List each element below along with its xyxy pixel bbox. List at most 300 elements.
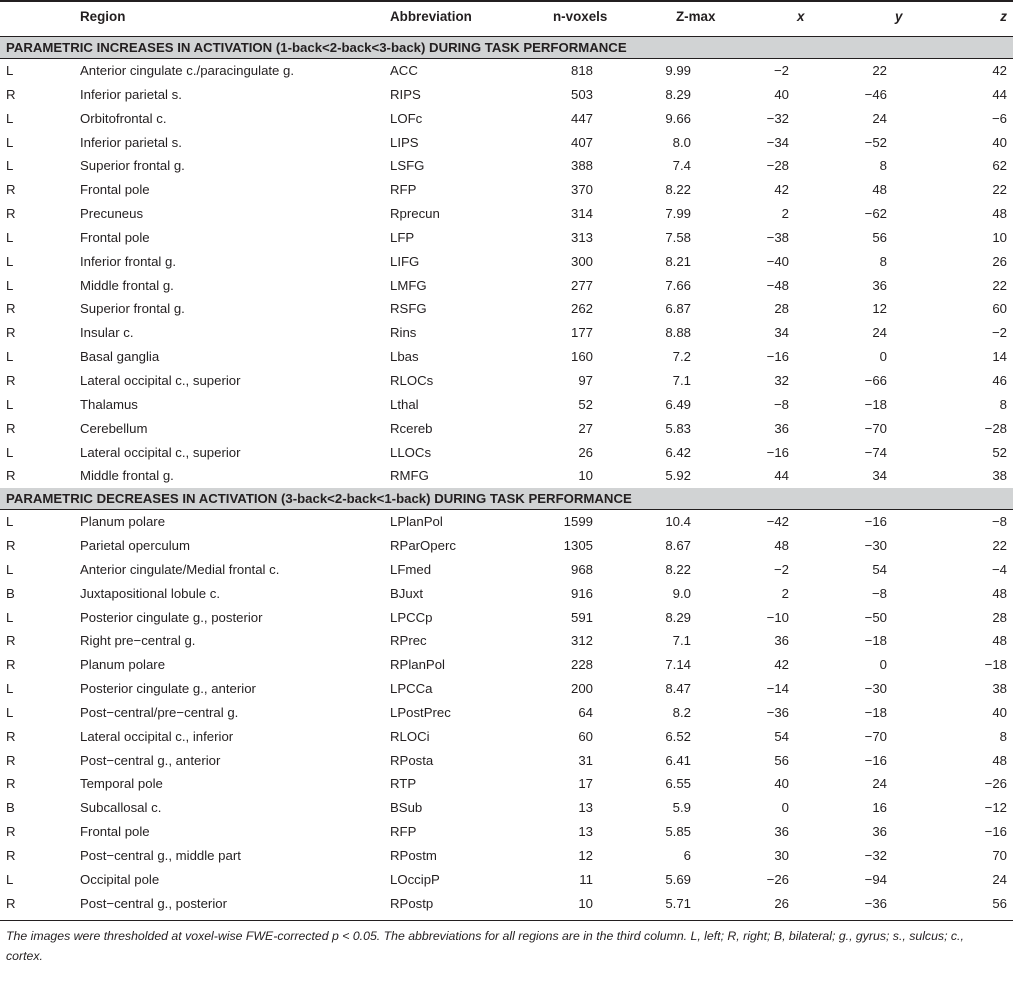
row-abbreviation: RPostm [390,848,437,863]
row-zmax: 6.52 [665,728,691,744]
row-side: L [6,871,14,887]
table-row [0,297,1013,321]
row-region: Lateral occipital c., inferior [80,728,234,744]
row-y: −70 [864,728,887,744]
row-side: R [6,468,16,484]
row-abbreviation: Rins [390,325,417,341]
row-side: L [6,277,14,293]
row-region: Middle frontal g. [80,468,174,484]
row-x: −10 [766,609,789,625]
row-abbreviation: LFmed [390,561,432,577]
row-x: 40 [774,86,789,102]
row-x: 42 [774,657,789,673]
row-z: 48 [992,633,1007,649]
row-abbreviation: BJuxt [390,585,423,601]
row-nvoxels: 10 [578,468,593,484]
row-x: 36 [774,633,789,649]
section-title: PARAMETRIC DECREASES IN ACTIVATION (3-back<2-back<1-back) DURING TASK PERFORMANCE [6,491,632,507]
row-zmax: 6.42 [665,444,691,460]
row-zmax: 8.29 [665,609,691,625]
row-zmax: 5.92 [665,468,691,484]
row-side: R [6,895,16,911]
row-y: −30 [864,681,887,697]
row-y: 0 [879,349,887,365]
row-z: −8 [991,514,1007,530]
row-nvoxels: 10 [578,895,593,911]
row-side: R [6,633,16,649]
row-side: L [6,253,14,269]
row-abbreviation: Lbas [390,349,419,365]
row-x: −38 [766,229,789,245]
row-y: −8 [871,585,887,601]
row-nvoxels: 277 [570,277,593,293]
row-y: 36 [872,824,887,840]
row-nvoxels: 407 [570,134,593,150]
row-nvoxels: 11 [579,871,593,887]
row-zmax: 5.69 [665,871,691,887]
row-side: L [6,63,14,78]
row-z: 40 [992,134,1007,150]
row-x: −32 [766,110,789,126]
row-side: R [6,776,16,792]
row-abbreviation: ACC [390,63,418,78]
row-z: 24 [992,871,1007,887]
row-abbreviation: LPlanPol [390,514,443,530]
row-y: 8 [879,158,887,174]
row-z: 52 [992,444,1007,460]
row-x: −26 [766,871,789,887]
row-zmax: 7.66 [665,277,691,293]
row-region: Anterior cingulate/Medial frontal c. [80,561,280,577]
row-region: Middle frontal g. [80,277,174,293]
row-side: R [6,182,16,198]
row-region: Right pre−central g. [80,633,196,649]
row-abbreviation: RLOCs [390,372,434,388]
row-x: 36 [774,420,789,436]
row-z: 38 [992,468,1007,484]
row-zmax: 8.67 [665,538,691,554]
row-zmax: 7.1 [672,633,691,649]
row-y: 8 [879,253,887,269]
table-row [0,534,1013,558]
row-abbreviation: Rprecun [390,206,440,222]
row-x: −2 [773,63,789,78]
row-z: −28 [984,420,1007,436]
row-z: −2 [991,325,1007,341]
row-region: Lateral occipital c., superior [80,444,241,460]
row-nvoxels: 200 [570,681,593,697]
row-y: −16 [864,752,887,768]
table-row [0,677,1013,701]
row-side: L [6,110,14,126]
row-x: −28 [766,158,789,174]
header-nvoxels: n-voxels [553,9,608,24]
row-region: Lateral occipital c., superior [80,372,241,388]
row-nvoxels: 12 [578,848,593,863]
row-abbreviation: RPrec [390,633,427,649]
row-nvoxels: 503 [570,86,593,102]
row-zmax: 9.66 [665,110,691,126]
row-z: 56 [992,895,1007,911]
table-row [0,653,1013,677]
row-zmax: 8.22 [665,561,691,577]
row-zmax: 10.4 [665,514,691,530]
row-region: Inferior parietal s. [80,134,182,150]
row-side: R [6,538,16,554]
row-x: 36 [774,824,789,840]
row-x: 54 [774,728,789,744]
row-nvoxels: 370 [570,182,593,198]
row-abbreviation: LLOCs [390,444,432,460]
table-row [0,321,1013,345]
row-side: L [6,681,14,697]
row-side: L [6,158,14,174]
row-zmax: 6 [683,848,691,863]
row-z: 48 [992,752,1007,768]
row-abbreviation: LIFG [390,253,420,269]
row-z: 8 [999,396,1007,412]
row-y: 54 [872,561,887,577]
row-zmax: 7.58 [665,229,691,245]
row-y: −70 [864,420,887,436]
row-zmax: 7.14 [665,657,691,673]
row-side: R [6,848,16,863]
row-y: 36 [872,277,887,293]
row-region: Frontal pole [80,229,150,245]
row-region: Frontal pole [80,182,150,198]
row-x: −48 [766,277,789,293]
row-region: Occipital pole [80,871,160,887]
row-nvoxels: 591 [570,609,593,625]
row-y: −50 [864,609,887,625]
row-y: 16 [872,800,887,816]
header-z: z [1000,9,1007,24]
row-abbreviation: RPosta [390,752,434,768]
row-side: L [6,349,14,365]
row-abbreviation: LPCCp [390,609,433,625]
row-nvoxels: 1305 [563,538,593,554]
row-nvoxels: 1599 [563,514,593,530]
row-nvoxels: 17 [578,776,593,792]
section-header-row [0,488,1013,509]
row-zmax: 7.99 [665,206,691,222]
table-row [0,178,1013,202]
row-z: −16 [984,824,1007,840]
row-z: 14 [992,349,1007,365]
row-nvoxels: 52 [578,396,593,412]
row-zmax: 8.0 [672,134,691,150]
row-y: −18 [864,396,887,412]
row-side: R [6,728,16,744]
row-y: −74 [864,444,887,460]
row-nvoxels: 160 [570,349,593,365]
row-y: −66 [864,372,887,388]
row-side: L [6,609,14,625]
header-region: Region [80,9,126,24]
row-y: −94 [864,871,887,887]
row-y: −36 [864,895,887,911]
row-nvoxels: 262 [570,301,593,317]
row-x: −40 [766,253,789,269]
row-abbreviation: LSFG [390,158,425,174]
table-row [0,868,1013,892]
table-row [0,606,1013,630]
row-abbreviation: RIPS [390,86,421,102]
row-abbreviation: LMFG [390,277,427,293]
row-region: Basal ganglia [80,349,160,365]
row-abbreviation: BSub [390,800,423,816]
row-nvoxels: 228 [570,657,593,673]
table-footnote: The images were thresholded at voxel-wise FWE-corrected p < 0.05. The abbreviations for all regions are in the third column. L, left; R, right; B, bilateral; g., gyrus; s., sulcus; c., cortex. [6,928,964,963]
header-x: x [797,9,805,24]
row-side: L [6,396,14,412]
table-row [0,131,1013,155]
row-y: −18 [864,633,887,649]
row-side: R [6,206,16,222]
table-row [0,844,1013,868]
row-y: 34 [872,468,887,484]
row-side: R [6,657,16,673]
row-abbreviation: LOFc [390,110,423,126]
row-region: Superior frontal g. [80,301,185,317]
row-abbreviation: LPostPrec [390,704,451,720]
row-side: R [6,325,16,341]
row-nvoxels: 312 [570,633,593,649]
row-nvoxels: 313 [570,229,593,245]
row-abbreviation: RPlanPol [390,657,445,673]
row-region: Anterior cingulate c./paracingulate g. [80,63,295,78]
header-zmax: Z-max [676,9,716,24]
row-side: L [6,704,14,720]
row-zmax: 8.88 [665,325,691,341]
row-y: −52 [864,134,887,150]
row-y: 24 [872,776,887,792]
table-row [0,107,1013,131]
row-x: 48 [774,538,789,554]
row-zmax: 6.55 [665,776,691,792]
row-abbreviation: RFP [390,824,417,840]
row-side: B [6,800,15,816]
row-abbreviation: RMFG [390,468,429,484]
row-side: R [6,752,16,768]
row-y: −32 [864,848,887,863]
row-side: R [6,372,16,388]
row-region: Post−central g., middle part [80,848,241,863]
row-abbreviation: Rcereb [390,420,433,436]
row-region: Post−central/pre−central g. [80,704,239,720]
table-row [0,749,1013,773]
table-row [0,582,1013,606]
row-side: R [6,824,16,840]
row-y: 24 [872,325,887,341]
row-side: R [6,301,16,317]
row-side: L [6,229,14,245]
row-abbreviation: LIPS [390,134,419,150]
row-y: 12 [872,301,887,317]
table-row [0,820,1013,844]
row-abbreviation: RFP [390,182,417,198]
row-x: −36 [766,704,789,720]
row-side: B [6,585,15,601]
row-region: Subcallosal c. [80,800,162,816]
row-z: 42 [992,63,1007,78]
row-region: Orbitofrontal c. [80,110,167,126]
row-region: Cerebellum [80,420,148,436]
table-row [0,629,1013,653]
row-side: L [6,561,14,577]
row-side: R [6,86,16,102]
row-y: 24 [872,110,887,126]
table-row [0,83,1013,107]
row-nvoxels: 314 [570,206,593,222]
row-x: −2 [773,561,789,577]
row-x: 42 [774,182,789,198]
row-z: −6 [991,110,1007,126]
row-zmax: 8.29 [665,86,691,102]
row-z: −26 [984,776,1007,792]
row-x: 2 [781,585,789,601]
row-zmax: 8.22 [665,182,691,198]
row-z: 8 [999,728,1007,744]
row-zmax: 9.99 [665,63,691,78]
row-z: −18 [984,657,1007,673]
header-abbreviation: Abbreviation [390,9,472,24]
row-nvoxels: 447 [570,110,593,126]
row-nvoxels: 60 [578,728,593,744]
row-nvoxels: 916 [570,585,593,601]
row-nvoxels: 31 [578,752,593,768]
row-nvoxels: 26 [578,444,593,460]
row-z: 48 [992,206,1007,222]
row-x: 0 [781,800,789,816]
row-region: Planum polare [80,657,166,673]
table-row [0,725,1013,749]
table-row [0,226,1013,250]
row-abbreviation: RParOperc [390,538,456,554]
row-abbreviation: Lthal [390,396,419,412]
row-abbreviation: RLOCi [390,728,430,744]
row-region: Inferior parietal s. [80,86,182,102]
row-abbreviation: LFP [390,229,415,245]
table-row [0,892,1013,916]
table-row [0,701,1013,725]
row-y: 56 [872,229,887,245]
row-side: R [6,420,16,436]
row-x: −16 [766,349,789,365]
row-z: 22 [992,538,1007,554]
table-row [0,393,1013,417]
row-zmax: 5.9 [672,800,691,816]
row-region: Posterior cingulate g., posterior [80,609,263,625]
row-z: 38 [992,681,1007,697]
row-z: 48 [992,585,1007,601]
row-y: −18 [864,704,887,720]
row-nvoxels: 97 [578,372,593,388]
row-region: Posterior cingulate g., anterior [80,681,256,697]
row-z: 46 [992,372,1007,388]
row-z: 44 [992,86,1007,102]
row-zmax: 7.2 [672,349,691,365]
row-z: 22 [992,182,1007,198]
row-nvoxels: 13 [578,800,593,816]
row-nvoxels: 300 [570,253,593,269]
table-row [0,345,1013,369]
row-x: −16 [766,444,789,460]
row-y: −30 [864,538,887,554]
row-x: −8 [773,396,789,412]
table-row [0,464,1013,488]
row-zmax: 7.4 [672,158,691,174]
row-y: 48 [872,182,887,198]
row-region: Precuneus [80,206,144,222]
section-title: PARAMETRIC INCREASES IN ACTIVATION (1-back<2-back<3-back) DURING TASK PERFORMANCE [6,40,627,55]
row-zmax: 8.21 [665,253,691,269]
row-zmax: 5.71 [665,895,691,911]
row-zmax: 9.0 [672,585,691,601]
row-z: 60 [992,301,1007,317]
row-side: L [6,134,14,150]
row-region: Post−central g., anterior [80,752,221,768]
table-row [0,772,1013,796]
row-zmax: 7.1 [672,372,691,388]
row-region: Frontal pole [80,824,150,840]
section-header-row [0,37,1013,58]
row-x: 40 [774,776,789,792]
row-zmax: 5.83 [665,420,691,436]
row-x: 30 [774,848,789,863]
table-row [0,441,1013,465]
row-z: 70 [992,848,1007,863]
row-side: L [6,514,14,530]
table-row [0,417,1013,441]
row-zmax: 6.87 [665,301,691,317]
row-y: 0 [879,657,887,673]
row-region: Superior frontal g. [80,158,185,174]
row-nvoxels: 818 [570,63,593,78]
row-abbreviation: LOccipP [390,871,440,887]
table-body [0,37,1013,916]
row-x: 44 [774,468,789,484]
row-y: 22 [872,63,887,78]
row-y: −62 [864,206,887,222]
row-x: 56 [774,752,789,768]
row-z: 40 [992,704,1007,720]
table-row [0,369,1013,393]
row-x: −34 [766,134,789,150]
row-abbreviation: RPostp [390,895,434,911]
row-x: −14 [766,681,789,697]
row-abbreviation: LPCCa [390,681,433,697]
row-z: 22 [992,277,1007,293]
row-region: Inferior frontal g. [80,253,177,269]
row-zmax: 6.41 [665,752,691,768]
row-x: 2 [781,206,789,222]
table-row [0,250,1013,274]
row-region: Temporal pole [80,776,163,792]
row-abbreviation: RSFG [390,301,427,317]
row-zmax: 5.85 [665,824,691,840]
table-row [0,796,1013,820]
row-nvoxels: 388 [570,158,593,174]
row-z: 28 [992,609,1007,625]
table-row [0,202,1013,226]
row-z: 26 [992,253,1007,269]
row-region: Parietal operculum [80,538,190,554]
row-x: −42 [766,514,789,530]
row-nvoxels: 27 [578,420,593,436]
row-nvoxels: 13 [578,824,593,840]
row-nvoxels: 177 [570,325,593,341]
